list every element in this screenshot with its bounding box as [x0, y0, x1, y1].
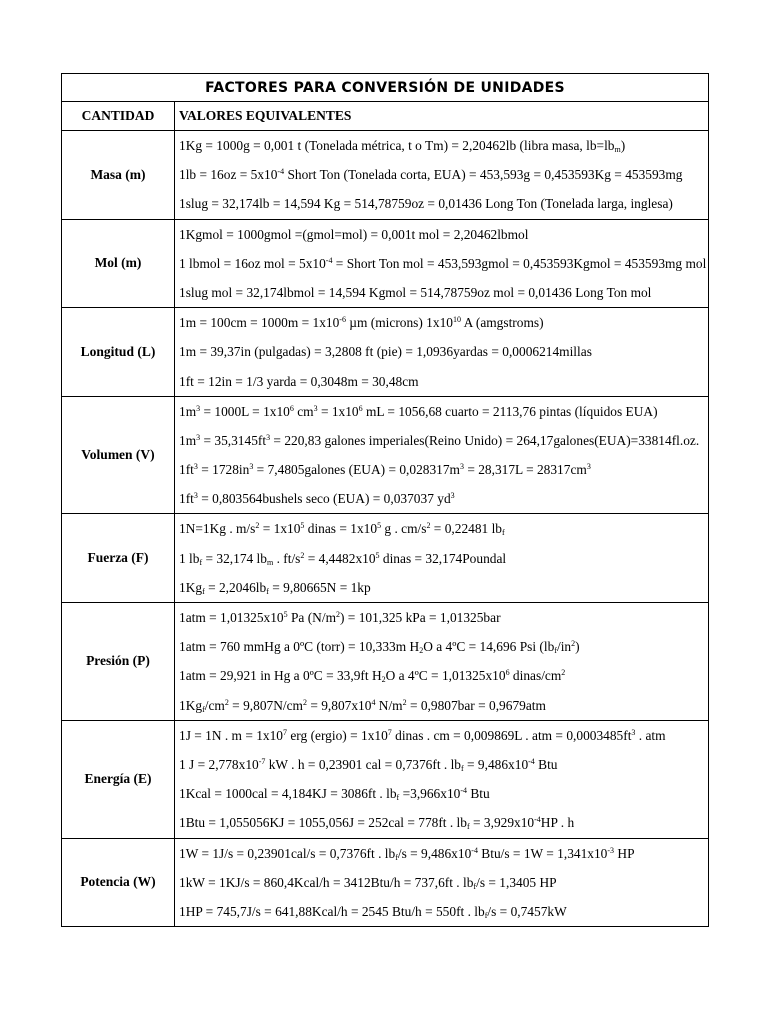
conversion-line: 1W = 1J/s = 0,23901cal/s = 0,7376ft . $lb_f/s = 9,486x10^{-4}$ $Btu/s = 1W = 1,341x10^{-3}$ HP	[179, 845, 635, 862]
conversion-line: 1Kg = 1000g = 0,001 t (Tonelada métrica, t o Tm) = 2,20462lb (libra masa, $lb=lb_m$)	[179, 138, 626, 154]
conversion-line: $1ft^3$ = 0,803564bushels seco (EUA) = 0,037037 $yd^3$	[179, 491, 455, 507]
values-cell	[175, 396, 709, 514]
conversion-line: $1lb = 16oz = 5x10^{-4}$ Short Ton (Tonelada corta, EUA) = 453,593g = 0,453593Kg = 453593mg	[179, 167, 683, 183]
conversion-line: 1J = 1N . $m = 1x10^7$ erg (ergio) = $1x10^7$ dinas . cm = 0,009869L . atm = $0,0003485ft^3$ . atm	[179, 727, 666, 743]
table-row	[62, 131, 709, 220]
table-row	[62, 396, 709, 514]
quantity-cell: Energía (E)	[62, 720, 175, 838]
table-row	[62, 720, 709, 838]
conversion-table	[61, 73, 709, 927]
table-row	[62, 308, 709, 397]
values-cell	[175, 131, 709, 220]
quantity-cell: Volumen (V)	[62, 396, 175, 514]
conversion-line: 1 lbmol = 16oz mol = $5x10^{-4}$ = Short Ton mol = 453,593gmol = 0,453593Kgmol = 453593mg mol	[179, 255, 707, 271]
conversion-line: $1m^3 = 35,3145ft^3 = 220,83$ galones imperiales(Reino Unido) = 264,17galones(EUA)=33814fl.oz.	[179, 432, 700, 448]
values-cell	[175, 720, 709, 838]
title-row	[62, 74, 709, 102]
quantity-cell: Mol (m)	[62, 219, 175, 308]
quantity-cell: Presión (P)	[62, 603, 175, 721]
quantity-cell: Potencia (W)	[62, 838, 175, 927]
quantity-header: CANTIDAD	[62, 102, 175, 131]
quantity-cell: Fuerza (F)	[62, 514, 175, 603]
values-cell	[175, 308, 709, 397]
conversion-line: $1atm = 1,01325x10^5$ Pa $(N/m^2) = 101,325$ kPa = 1,01325bar	[179, 610, 501, 625]
table-row	[62, 838, 709, 927]
conversion-line: $1Kg_f/cm^2 = 9,807N/cm^2 = 9,807x10^4$ $N/m^2 = 0,9807bar = 0,9679atm$	[179, 697, 546, 714]
conversion-line: 1 $J = 2,778x10^{-7}$ kW . h = 0,23901 cal = 0,7376ft . $lb_f = 9,486x10^{-4}$ Btu	[179, 756, 558, 773]
conversion-line: 1 $lb_f = 32,174$ $lb_m$ . $ft/s^2 = 4,4482x10^5$ dinas = 32,174Poundal	[179, 550, 507, 567]
conversion-line: 1kW = 1KJ/s = 860,4Kcal/h = 3412Btu/h = 737,6ft . $lb_f/s = 1,3405$ HP	[179, 874, 557, 891]
table-row	[62, 603, 709, 721]
conversion-line: 1atm = 760 mmHg a 0ºC (torr) = 10,333m $H_2O$ a 4ºC = 14,696 Psi $(lb_f/in^2)$	[179, 639, 580, 656]
conversion-line: 1Kcal = 1000cal = 4,184KJ = 3086ft . $lb_f =3,966x10^{-4}$ Btu	[179, 786, 490, 803]
values-cell	[175, 219, 709, 308]
conversion-line: $1m = 100cm = 1000m = 1x10^{-6}$ µm (microns) $1x10^{10}$ A (amgstroms)	[179, 315, 544, 331]
conversion-line: 1slug mol = 32,174lbmol = 14,594 Kgmol = 514,78759oz mol = 0,01436 Long Ton mol	[179, 284, 652, 300]
values-header: VALORES EQUIVALENTES	[175, 102, 709, 131]
conversion-line: $1Kg_f = 2,2046lb_f = 9,80665N = 1kp$	[179, 579, 371, 596]
values-cell	[175, 603, 709, 721]
conversion-line: 1N=1Kg . $m/s^2 = 1x10^5$ dinas = $1x10^5$ g . $cm/s^2 = 0,22481$ $lb_f$	[179, 521, 505, 538]
table-row	[62, 219, 709, 308]
conversion-line: 1slug = 32,174lb = 14,594 Kg = 514,78759oz = 0,01436 Long Ton (Tonelada larga, inglesa)	[179, 196, 673, 212]
header-row	[62, 102, 709, 131]
values-cell	[175, 514, 709, 603]
conversion-line: 1m = 39,37in (pulgadas) = 3,2808 ft (pie) = 1,0936yardas = 0,0006214millas	[179, 344, 592, 360]
table-row	[62, 514, 709, 603]
conversion-line: 1Kgmol = 1000gmol =(gmol=mol) = 0,001t mol = 2,20462lbmol	[179, 226, 529, 242]
quantity-cell: Masa (m)	[62, 131, 175, 220]
conversion-line: 1Btu = 1,055056KJ = 1055,056J = 252cal = 778ft . $lb_f = 3,929x10^{-4}HP$ . h	[179, 815, 575, 832]
conversion-line: 1atm = 29,921 in Hg a 0ºC = 33,9ft $H_2O$ a 4ºC = $1,01325x10^6$ dinas/$cm^2$	[179, 668, 566, 685]
conversion-line: 1HP = 745,7J/s = 641,88Kcal/h = 2545 Btu/h = 550ft . $lb_f/s = 0,7457kW$	[179, 903, 567, 920]
conversion-line: $1ft^3 = 1728in^3$ = 7,4805galones $(EUA) = 0,028317m^3 = 28,317L = 28317cm^3$	[179, 462, 591, 478]
conversion-line: $1m^3 = 1000L = 1x10^6$ $cm^3 = 1x10^6$ mL = 1056,68 cuarto = 2113,76 pintas (líquidos EUA)	[179, 403, 658, 419]
conversion-line: 1ft = 12in = 1/3 yarda = 0,3048m = 30,48cm	[179, 373, 419, 389]
values-cell	[175, 838, 709, 927]
quantity-cell: Longitud (L)	[62, 308, 175, 397]
table-title: FACTORES PARA CONVERSIÓN DE UNIDADES	[62, 74, 709, 102]
